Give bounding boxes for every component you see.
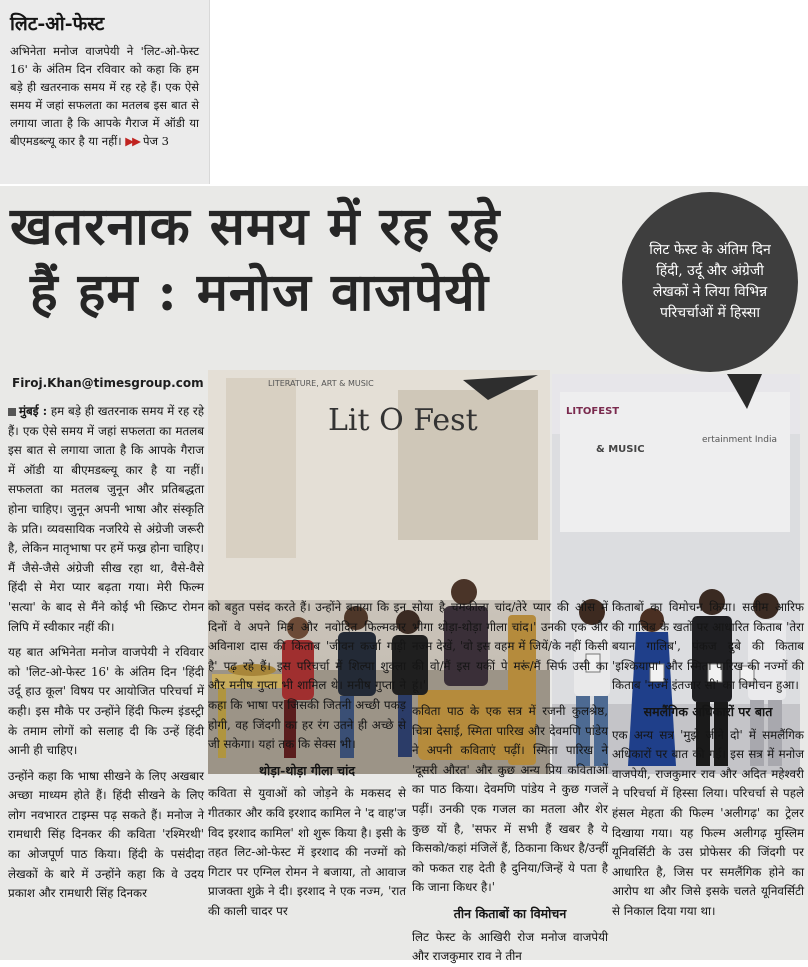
dateline-city: मुंबई :	[19, 404, 48, 418]
column-1-paragraph-2: यह बात अभिनेता मनोज वाजपेयी ने रविवार को 'लिट-ओ-फेस्ट 16' के अंतिम दिन 'हिंदी उर्दू हाउ कूल' विषय पर आयोजित परिचर्चा में कही। इस मौके पर उन्होंने हिंदी फिल्म इंडस्ट्री के तमाम लोगों को सलाह दी कि उन्हें हिंदी आनी ही चाहिए।	[8, 645, 204, 758]
column-4-subheading: समलैंगिक अधिकारों पर बात	[643, 703, 773, 719]
column-1-lead-text: हम बड़े ही खतरनाक समय में रह रहे हैं। एक ऐसे समय में जहां सफलता का मतलब इस बात से लगाया जाता है कि आपके गैराज में ऑडी या बीएमडब्ल्यू कार है या नहीं। सफलता का मतलब जुनून और प्रतिबद्धता होना चाहिए। जुनून अपनी भाषा और संस्कृति के प्रति। व्यवसायिक नजरिये से अंग्रेजी जरूरी है, लेकिन मातृभाषा पर हमें फख्र होना चाहिए। मैं जैसे-जैसे अंग्रेजी सीख रहा था, वैसे-वैसे हिंदी से मेरा प्यार बढ़ता गया। मेरी फिल्म 'सत्या' के बाद से मैंने कोई भी स्क्रिप्ट रोमन लिपि में स्वीकार नहीं की।	[8, 404, 204, 634]
column-4-paragraph-2: एक अन्य सत्र 'मुझे जीने दो' में समलैंगिक अधिकारों पर बात की गई। इस सत्र में मनोज वाजपेयी, राजकुमार राव और अदित महेश्वरी ने परिचर्चा में हिस्सा लिया। परिचर्चा से पहले हंसल मेहता की फिल्म 'अलीगढ़' का ट्रेलर दिखाया गया। यह फिल्म अलीगढ़ मुस्लिम यूनिवर्सिटी के उस प्रोफेसर की जिंदगी पर आधारित है, जिस पर समलैंगिक होने का आरोप था और जिसे इसके चलते यूनिवर्सिटी से निकाल दिया गया था।	[612, 727, 804, 918]
photo2-banner-text: LITOFEST	[566, 406, 620, 417]
headline-line-1: खतरनाक समय में रह रहे	[10, 196, 501, 257]
article-column-2	[208, 598, 406, 954]
photo1-banner-text: LITERATURE, ART & MUSIC	[268, 379, 374, 388]
teaser-heading: लिट-ओ-फेस्ट	[10, 13, 105, 35]
column-1-paragraph-3: उन्होंने कहा कि भाषा सीखने के लिए अखबार अच्छा माध्यम होते हैं। हिंदी सीखने के लिए लोग नवभारत टाइम्स पढ़ सकते हैं। मनोज ने रामधारी सिंह दिनकर की कविता 'रश्मिरथी' का ओजपूर्ण पाठ किया। हिंदी के पसंदीदा लेखकों के बारे में उन्होंने कहा कि वे उदय प्रकाश और रामधारी सिंह दिनकर	[8, 768, 204, 901]
column-2-subheading: थोड़ा-थोड़ा गीला चांद	[259, 762, 355, 778]
photo2-banner-text2: & MUSIC	[596, 444, 645, 455]
column-2-paragraph-1: को बहुत पसंद करते हैं। उन्होंने बताया कि इन दिनों वे अपने मित्र और नवोदित फिल्मकार अविनाश दास की किताब 'जीवन कर्जा गाड़ी है' पढ़ रहे हैं। इस परिचर्चा में शिल्पा शुक्ला और मनीष गुप्ता भी शामिल थे। मनीष गुप्ता ने कहा कि भाषा पर जिसकी जितनी अच्छी पकड़ होगी, वह जिंदगी का हर रंग उतने ही अच्छे से जी सकेगा। यहां तक कि सेक्स भी।	[208, 600, 406, 752]
column-3-subheading: तीन किताबों का विमोचन	[453, 905, 567, 921]
photo2-banner-text3: ertainment India	[702, 435, 777, 445]
article-column-4	[612, 598, 804, 954]
column-3-paragraph-3: लिट फेस्ट के आखिरी रोज मनोज वाजपेयी और राजकुमार राव ने तीन	[412, 929, 608, 964]
news-article	[0, 186, 808, 964]
column-4-paragraph-1: किताबों का विमोचन किया। सलीम आरिफ की गालिब के खतों पर आधारित किताब 'तेरा बयान गालिब', पंकज दुबे की किताब 'इश्कियापा' और स्मिता पारिख की नज्मों की किताब 'नज्में इंतजार सी' का विमोचन हुआ।	[612, 600, 804, 693]
column-3-paragraph-1: सोया है चमकीला चांद/तेरे प्यार की ओस में भीगा थोड़ा-थोड़ा गीला चांद।' उनकी एक और नज्म देखें, 'वो इस वहम में जियें/के नहीं किसी की वो/मैं इस यकीं पे मरूं/मैं सिर्फ उसी का हूं।'	[412, 600, 608, 693]
byline: Firoj.Khan@timesgroup.com	[12, 376, 204, 390]
teaser-body	[10, 42, 199, 150]
highlight-circle	[622, 192, 798, 372]
teaser-box	[0, 0, 210, 184]
double-arrow-icon: ▶▶	[125, 134, 139, 148]
article-column-3	[412, 598, 608, 964]
teaser-page-ref: पेज 3	[142, 134, 169, 148]
column-2-paragraph-2: कविता से युवाओं को जोड़ने के मकसद से गीतकार और कवि इरशाद कामिल ने 'द वाह'ज विद इरशाद कामिल' शो शुरू किया है। इसी के तहत लिट-ओ-फेस्ट में इरशाद की नज्मों को गिटार पर एग्निल रोमन ने बजाया, तो आवाज प्राजक्ता शुक्रे ने दी। इरशाद ने एक नज्म, 'रात की काली चादर पर	[208, 786, 406, 918]
photo1-stage-text: Lit O Fest	[328, 403, 478, 438]
article-headline	[10, 194, 630, 326]
bullet-square-icon	[8, 408, 16, 416]
highlight-circle-text: लिट फेस्ट के अंतिम दिन हिंदी, उर्दू और अंग्रेजी लेखकों ने लिया विभिन्न परिचर्चाओं में हिस्सा	[649, 242, 771, 321]
article-column-1	[8, 402, 204, 954]
teaser-text: अभिनेता मनोज वाजपेयी ने 'लिट-ओ-फेस्ट 16' के अंतिम दिन रविवार को कहा कि हम बड़े ही खतरनाक समय में रह रहे हैं। एक ऐसे समय में जहां सफलता का मतलब इस बात से लगाया जाता है कि आपके गैराज में ऑडी या बीएमडब्ल्यू कार है या नहीं।	[10, 44, 199, 148]
column-1-paragraph-1	[8, 402, 204, 637]
headline-line-2: हैं हम : मनोज वाजपेयी	[30, 262, 490, 323]
column-3-paragraph-2: कविता पाठ के एक सत्र में रजनी कुलश्रेष्ठ, चित्रा देसाई, स्मिता पारिख और देवमणि पांडेय ने अपनी कविताएं पढ़ीं। स्मिता पारिख ने 'दूसरी औरत' और कुछ अन्य प्रिय कविताओं का पाठ किया। देवमणि पांडेय ने कुछ गजलें पढ़ीं। उनकी एक गजल का मतला और शेर कुछ यों है, 'सफर में सभी हैं खबर है ये किसको/कहां मंजिलें हैं, ठिकाना किधर है/उन्हीं को फकत राह देती है दुनिया/जिन्हें ये पता है कि जाना किधर है।'	[412, 703, 608, 895]
